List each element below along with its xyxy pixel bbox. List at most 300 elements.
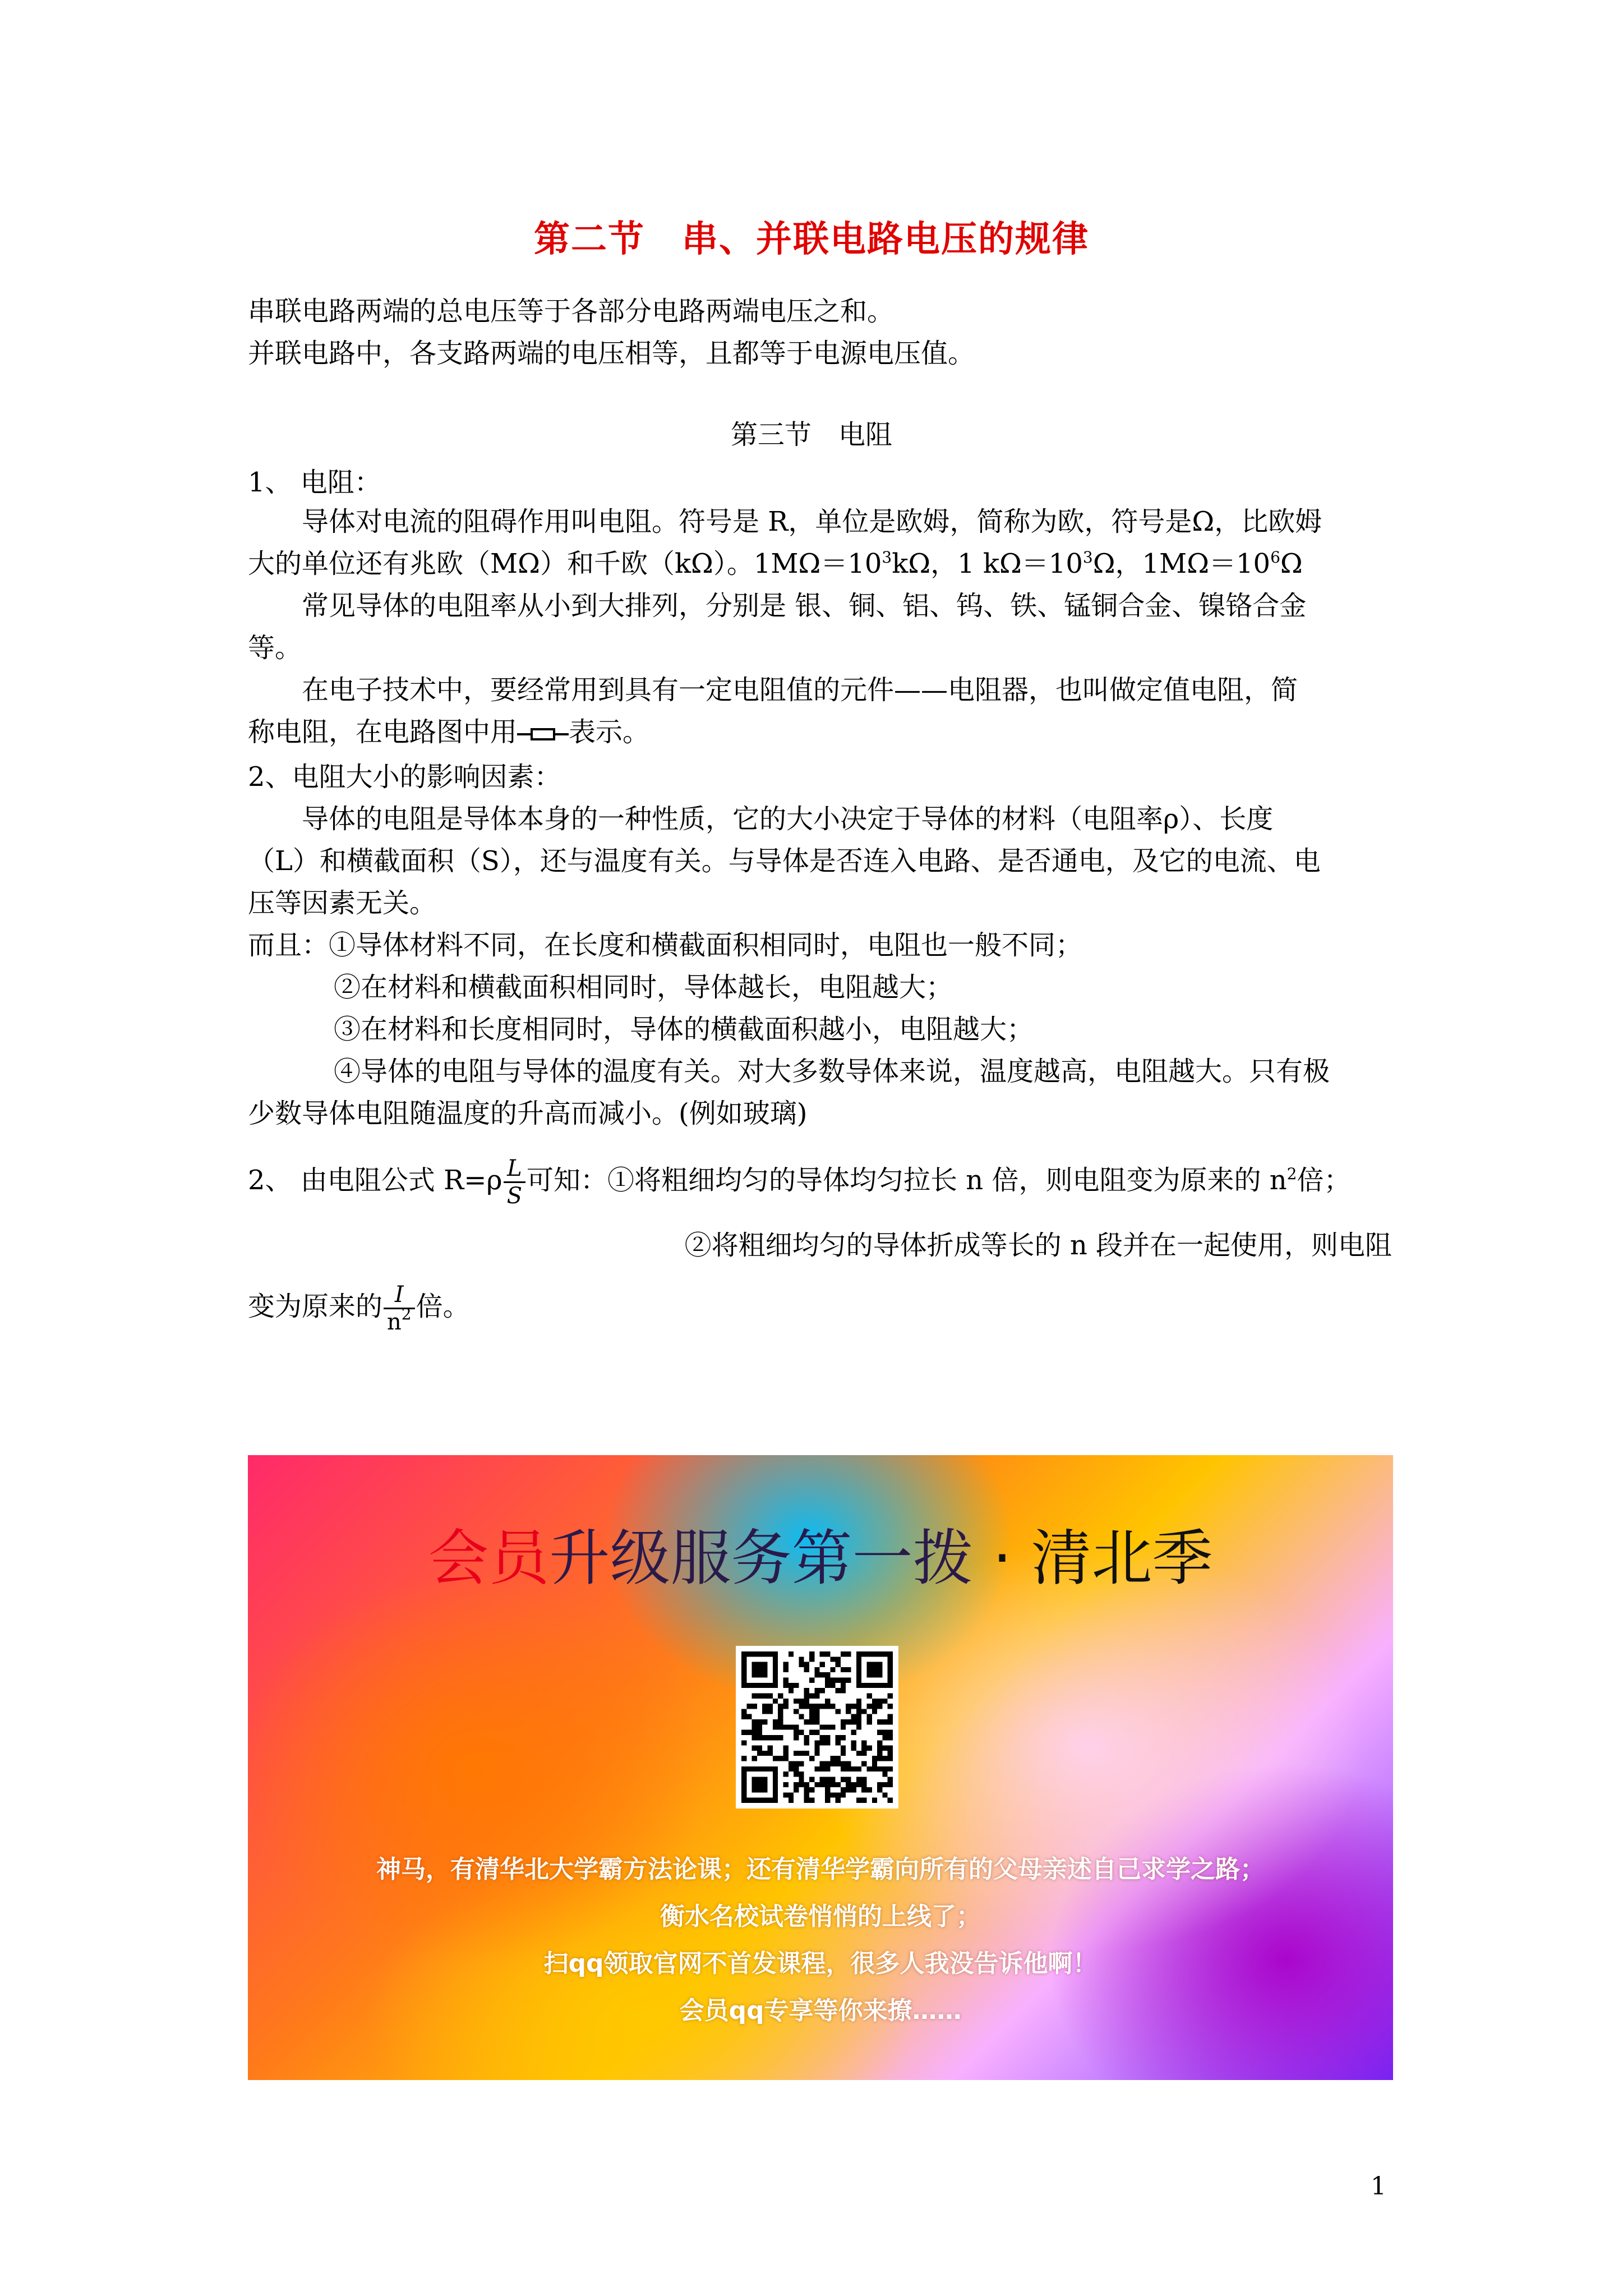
qr-module <box>757 1730 762 1735</box>
qr-module <box>789 1792 794 1797</box>
qr-module <box>841 1719 846 1724</box>
qr-module <box>768 1704 773 1709</box>
qr-module <box>762 1693 767 1698</box>
qr-module <box>851 1740 856 1745</box>
qr-module <box>841 1678 846 1683</box>
banner-line: 扫qq领取官网不首发课程，很多人我没告诉他啊！ <box>543 1949 1098 1978</box>
qr-module <box>804 1782 809 1787</box>
paragraph-line: 压等因素无关。 <box>248 887 437 919</box>
qr-module <box>888 1735 893 1740</box>
qr-module <box>846 1667 851 1672</box>
qr-module <box>741 1730 746 1735</box>
qr-module <box>789 1724 794 1729</box>
qr-module <box>888 1714 893 1719</box>
qr-module <box>757 1735 762 1740</box>
qr-module <box>836 1761 841 1766</box>
qr-module <box>830 1704 835 1709</box>
qr-module <box>836 1782 841 1787</box>
qr-module <box>789 1688 794 1693</box>
qr-module <box>861 1751 866 1756</box>
qr-module <box>841 1683 846 1688</box>
qr-module <box>762 1709 767 1714</box>
qr-module <box>757 1719 762 1724</box>
qr-module <box>841 1792 846 1797</box>
qr-module <box>856 1782 861 1787</box>
qr-module <box>877 1766 882 1772</box>
qr-module <box>773 1756 778 1761</box>
qr-module <box>856 1709 861 1714</box>
qr-module <box>783 1782 788 1787</box>
qr-module <box>825 1735 830 1740</box>
qr-module <box>814 1688 819 1693</box>
qr-module <box>888 1751 893 1756</box>
qr-module <box>804 1693 809 1698</box>
qr-module <box>825 1766 830 1772</box>
qr-module <box>825 1724 830 1729</box>
qr-module <box>752 1724 757 1729</box>
qr-module <box>799 1699 804 1704</box>
paragraph-line: 等。 <box>248 632 302 664</box>
qr-module <box>804 1667 809 1672</box>
qr-module <box>820 1704 825 1709</box>
qr-module <box>841 1787 846 1792</box>
qr-module <box>794 1683 799 1688</box>
qr-module <box>768 1746 773 1751</box>
paragraph-line: ④导体的电阻与导体的温度有关。对大多数导体来说，温度越高，电阻越大。只有极 <box>334 1056 1330 1087</box>
qr-module <box>830 1792 835 1797</box>
qr-module <box>794 1782 799 1787</box>
qr-module <box>783 1724 788 1729</box>
qr-module <box>814 1704 819 1709</box>
qr-module <box>820 1740 825 1745</box>
qr-module <box>809 1719 814 1724</box>
qr-module <box>836 1709 841 1714</box>
qr-module <box>794 1766 799 1772</box>
qr-module <box>877 1746 882 1751</box>
qr-module <box>846 1766 851 1772</box>
qr-module <box>741 1756 746 1761</box>
qr-module <box>762 1735 767 1740</box>
qr-module <box>846 1777 851 1782</box>
qr-module <box>789 1766 794 1772</box>
qr-module <box>741 1709 746 1714</box>
qr-module <box>877 1704 882 1709</box>
qr-module <box>825 1782 830 1787</box>
ratio-fraction: $\frac{I}{n^2}$ <box>384 1282 415 1335</box>
qr-module <box>841 1724 846 1729</box>
qr-module <box>825 1699 830 1704</box>
qr-module <box>794 1772 799 1777</box>
qr-module <box>814 1751 819 1756</box>
qr-module <box>846 1704 851 1709</box>
qr-module <box>820 1766 825 1772</box>
qr-module <box>820 1761 825 1766</box>
qr-module <box>841 1761 846 1766</box>
qr-module <box>820 1777 825 1782</box>
qr-module <box>752 1730 757 1735</box>
qr-module <box>866 1662 882 1678</box>
qr-module <box>783 1704 788 1709</box>
qr-module <box>841 1735 846 1740</box>
qr-module <box>825 1798 830 1803</box>
qr-module <box>877 1740 882 1745</box>
formula-line: 2、 由电阻公式 R=ρ $\frac{L}{S}$ 可知：①将粗细均匀的导体均匀拉长 n 倍，则电阻变为原来的 $n^2$倍； <box>248 1156 1351 1209</box>
qr-module <box>856 1751 861 1756</box>
qr-module <box>768 1709 773 1714</box>
qr-module <box>882 1772 887 1777</box>
qr-module <box>778 1719 783 1724</box>
qr-module <box>866 1787 872 1792</box>
qr-module <box>856 1704 861 1709</box>
qr-module <box>820 1662 825 1667</box>
qr-module <box>783 1683 788 1688</box>
paragraph-line: ②在材料和横截面积相同时，导体越长，电阻越大； <box>334 972 953 1003</box>
qr-module <box>861 1746 866 1751</box>
qr-module <box>872 1766 877 1772</box>
qr-module <box>830 1777 835 1782</box>
qr-module <box>762 1704 767 1709</box>
qr-module <box>882 1699 887 1704</box>
qr-module <box>872 1756 877 1761</box>
qr-module <box>856 1798 861 1803</box>
qr-module <box>830 1667 835 1672</box>
qr-module <box>778 1756 783 1761</box>
qr-module <box>851 1704 856 1709</box>
qr-module <box>888 1693 893 1698</box>
qr-module <box>809 1709 814 1714</box>
qr-module <box>789 1798 794 1803</box>
qr-module <box>877 1730 882 1735</box>
factors-heading: 2、电阻大小的影响因素： <box>248 761 561 793</box>
qr-module <box>866 1719 872 1724</box>
qr-module <box>841 1746 846 1751</box>
paragraph-line-units: 大的单位还有兆欧（MΩ）和千欧（kΩ）。$1M\Omega=10^3k\Omega$，1 $k\Omega=10^3\Omega$，$1M\Omega=10^6\Omega$ <box>248 548 1303 579</box>
qr-module <box>778 1735 783 1740</box>
qr-module <box>804 1792 809 1797</box>
qr-module <box>841 1651 846 1657</box>
qr-module <box>830 1761 835 1766</box>
qr-module <box>752 1704 757 1709</box>
page-number: 1 <box>1371 2172 1386 2201</box>
qr-module <box>872 1699 877 1704</box>
qr-module <box>783 1792 788 1797</box>
qr-module <box>809 1693 814 1698</box>
qr-module <box>856 1724 861 1729</box>
qr-module <box>856 1766 861 1772</box>
qr-module <box>809 1704 814 1709</box>
banner-line: 衡水名校试卷悄悄的上线了； <box>660 1902 981 1931</box>
qr-module <box>809 1678 814 1683</box>
qr-module <box>877 1699 882 1704</box>
qr-module <box>888 1746 893 1751</box>
qr-module <box>752 1719 757 1724</box>
qr-module <box>799 1782 804 1787</box>
qr-module <box>757 1724 762 1729</box>
qr-module <box>820 1651 825 1657</box>
qr-module <box>783 1662 788 1667</box>
qr-module <box>746 1714 751 1719</box>
qr-module <box>814 1746 819 1751</box>
qr-module <box>846 1651 851 1657</box>
qr-module <box>851 1766 856 1772</box>
qr-module <box>794 1730 799 1735</box>
qr-module <box>804 1704 809 1709</box>
qr-module <box>814 1714 819 1719</box>
qr-module <box>888 1798 893 1803</box>
qr-module <box>814 1730 819 1735</box>
qr-module <box>746 1730 751 1735</box>
paragraph-line: （L）和横截面积（S），还与温度有关。与导体是否连入电路、是否通电，及它的电流、电 <box>248 845 1321 877</box>
qr-module <box>799 1704 804 1709</box>
qr-module <box>830 1657 835 1662</box>
qr-module <box>877 1719 882 1724</box>
qr-module <box>825 1651 830 1657</box>
qr-module <box>841 1667 846 1672</box>
qr-module <box>783 1756 788 1761</box>
qr-module <box>836 1792 841 1797</box>
qr-module <box>789 1761 794 1766</box>
qr-module <box>872 1761 877 1766</box>
qr-module <box>752 1756 757 1761</box>
qr-module <box>809 1714 814 1719</box>
formula-fraction: $\frac{L}{S}$ <box>504 1156 525 1209</box>
qr-module <box>757 1693 762 1698</box>
qr-module <box>804 1740 809 1745</box>
banner-line: 会员qq专享等你来撩…… <box>679 1996 962 2025</box>
qr-module <box>783 1772 788 1777</box>
qr-module <box>757 1746 762 1751</box>
qr-module <box>872 1704 877 1709</box>
qr-module <box>799 1714 804 1719</box>
parallel-rule-text: 并联电路中，各支路两端的电压相等，且都等于电源电压值。 <box>248 338 975 369</box>
qr-module <box>836 1662 841 1667</box>
qr-module <box>888 1756 893 1761</box>
qr-module <box>825 1683 830 1688</box>
qr-module <box>809 1657 814 1662</box>
qr-module <box>872 1709 877 1714</box>
qr-module <box>882 1782 887 1787</box>
qr-module <box>841 1751 846 1756</box>
qr-module <box>794 1751 799 1756</box>
qr-module <box>809 1730 814 1735</box>
qr-module <box>814 1693 819 1698</box>
qr-module <box>851 1714 856 1719</box>
qr-module <box>814 1740 819 1745</box>
qr-module <box>856 1714 861 1719</box>
qr-module <box>804 1688 809 1693</box>
qr-module <box>799 1730 804 1735</box>
qr-module <box>825 1761 830 1766</box>
qr-module <box>809 1651 814 1657</box>
qr-module <box>778 1714 783 1719</box>
resistor-symbol-icon <box>517 726 569 743</box>
qr-module <box>820 1782 825 1787</box>
qr-module <box>768 1735 773 1740</box>
qr-module <box>809 1787 814 1792</box>
qr-module <box>861 1777 866 1782</box>
qr-module <box>836 1735 841 1740</box>
paragraph-line: 而且：①导体材料不同，在长度和横截面积相同时，电阻也一般不同； <box>248 930 1083 961</box>
resistance-heading: 1、 电阻： <box>248 467 381 498</box>
qr-module <box>804 1751 809 1756</box>
qr-module <box>752 1693 757 1698</box>
qr-module <box>846 1719 851 1724</box>
qr-module <box>836 1678 841 1683</box>
qr-module <box>809 1756 814 1761</box>
qr-module <box>825 1672 830 1677</box>
qr-module <box>830 1756 835 1761</box>
qr-module <box>804 1735 809 1740</box>
qr-module <box>789 1683 794 1688</box>
qr-module <box>825 1787 830 1792</box>
qr-module <box>882 1735 887 1740</box>
qr-module <box>866 1714 872 1719</box>
qr-module <box>861 1787 866 1792</box>
qr-module <box>820 1672 825 1677</box>
qr-module <box>783 1751 788 1756</box>
paragraph-line: 在电子技术中，要经常用到具有一定电阻值的元件——电阻器，也叫做定值电阻，简 <box>302 674 1298 706</box>
qr-module <box>825 1792 830 1797</box>
membership-banner[interactable] <box>248 1455 1393 2080</box>
qr-module <box>882 1792 887 1797</box>
qr-module <box>804 1662 809 1667</box>
paragraph-line: ③在材料和长度相同时，导体的横截面积越小，电阻越大； <box>334 1014 1034 1045</box>
qr-module <box>866 1746 872 1751</box>
paragraph-line-symbol: 称电阻，在电路图中用 表示。 <box>248 716 650 748</box>
qr-module <box>877 1756 882 1761</box>
qr-code-icon[interactable] <box>736 1646 898 1809</box>
qr-module <box>820 1688 825 1693</box>
qr-module <box>851 1730 856 1735</box>
qr-module <box>825 1777 830 1782</box>
qr-module <box>814 1766 819 1772</box>
qr-module <box>836 1740 841 1745</box>
qr-module <box>882 1756 887 1761</box>
qr-module <box>778 1709 783 1714</box>
qr-module <box>783 1667 788 1672</box>
qr-module <box>773 1699 778 1704</box>
qr-module <box>836 1798 841 1803</box>
qr-module <box>809 1798 814 1803</box>
qr-module <box>768 1693 773 1698</box>
qr-module <box>882 1746 887 1751</box>
qr-module <box>856 1719 861 1724</box>
qr-module <box>773 1724 778 1729</box>
qr-module <box>746 1704 751 1709</box>
qr-module <box>814 1667 819 1672</box>
qr-module <box>866 1693 872 1698</box>
qr-module <box>778 1724 783 1729</box>
qr-module <box>872 1798 877 1803</box>
qr-module <box>861 1709 866 1714</box>
qr-module <box>877 1751 882 1756</box>
qr-module <box>814 1709 819 1714</box>
qr-module <box>830 1678 835 1683</box>
qr-module <box>846 1709 851 1714</box>
qr-module <box>866 1704 872 1709</box>
qr-module <box>820 1735 825 1740</box>
qr-module <box>814 1672 819 1677</box>
qr-module <box>846 1787 851 1792</box>
qr-module <box>882 1730 887 1735</box>
qr-module <box>799 1761 804 1766</box>
qr-module <box>757 1751 762 1756</box>
qr-module <box>882 1719 887 1724</box>
page-title: 第二节 串、并联电路电压的规律 <box>534 218 1089 260</box>
qr-module <box>799 1751 804 1756</box>
qr-module <box>794 1724 799 1729</box>
qr-module <box>861 1798 866 1803</box>
qr-module <box>762 1719 767 1724</box>
qr-module <box>836 1688 841 1693</box>
qr-module <box>877 1782 882 1787</box>
qr-module <box>888 1782 893 1787</box>
qr-module <box>799 1662 804 1667</box>
qr-module <box>830 1683 835 1688</box>
paragraph-line-fraction: 变为原来的 $\frac{I}{n^2}$ 倍。 <box>248 1282 470 1335</box>
qr-module <box>841 1766 846 1772</box>
qr-module <box>856 1699 861 1704</box>
qr-module <box>861 1740 866 1745</box>
banner-line: 神马，有清华北大学霸方法论课；还有清华学霸向所有的父母亲述自己求学之路； <box>376 1855 1265 1884</box>
qr-module <box>851 1746 856 1751</box>
qr-module <box>809 1777 814 1782</box>
qr-module <box>804 1699 809 1704</box>
qr-module <box>778 1693 783 1698</box>
qr-module <box>851 1719 856 1724</box>
qr-module <box>846 1782 851 1787</box>
qr-module <box>888 1730 893 1735</box>
qr-module <box>794 1699 799 1704</box>
qr-module <box>752 1662 768 1678</box>
qr-module <box>773 1719 778 1724</box>
series-rule-text: 串联电路两端的总电压等于各部分电路两端电压之和。 <box>248 296 895 327</box>
qr-module <box>804 1719 809 1724</box>
qr-module <box>799 1777 804 1782</box>
qr-module <box>794 1787 799 1792</box>
qr-module <box>789 1651 794 1657</box>
qr-module <box>741 1740 746 1745</box>
qr-module <box>794 1761 799 1766</box>
qr-module <box>841 1688 846 1693</box>
paragraph-line: 常见导体的电阻率从小到大排列，分别是 银、铜、铝、钨、铁、锰铜合金、镍铬合金 <box>302 590 1307 622</box>
qr-module <box>888 1777 893 1782</box>
section-title: 第三节 电阻 <box>730 419 892 450</box>
qr-module <box>783 1746 788 1751</box>
qr-module <box>778 1704 783 1709</box>
qr-module <box>856 1777 861 1782</box>
paragraph-line: 导体的电阻是导体本身的一种性质，它的大小决定于导体的材料（电阻率ρ）、长度 <box>302 803 1274 835</box>
paragraph-line: 少数导体电阻随温度的升高而减小。(例如玻璃) <box>248 1098 808 1129</box>
qr-module <box>836 1756 841 1761</box>
paragraph-line: ②将粗细均匀的导体折成等长的 n 段并在一起使用，则电阻 <box>684 1230 1392 1261</box>
qr-module <box>752 1735 757 1740</box>
qr-module <box>804 1798 809 1803</box>
qr-module <box>830 1782 835 1787</box>
qr-module <box>814 1719 819 1724</box>
qr-module <box>804 1787 809 1792</box>
qr-module <box>830 1724 835 1729</box>
qr-module <box>841 1777 846 1782</box>
qr-module <box>752 1746 757 1751</box>
banner-title: 会员升级服务第一拨 · 清北季 <box>428 1524 1213 1594</box>
qr-module <box>888 1704 893 1709</box>
qr-module <box>861 1782 866 1787</box>
qr-module <box>825 1740 830 1745</box>
qr-module <box>799 1772 804 1777</box>
qr-module <box>836 1657 841 1662</box>
qr-module <box>825 1678 830 1683</box>
